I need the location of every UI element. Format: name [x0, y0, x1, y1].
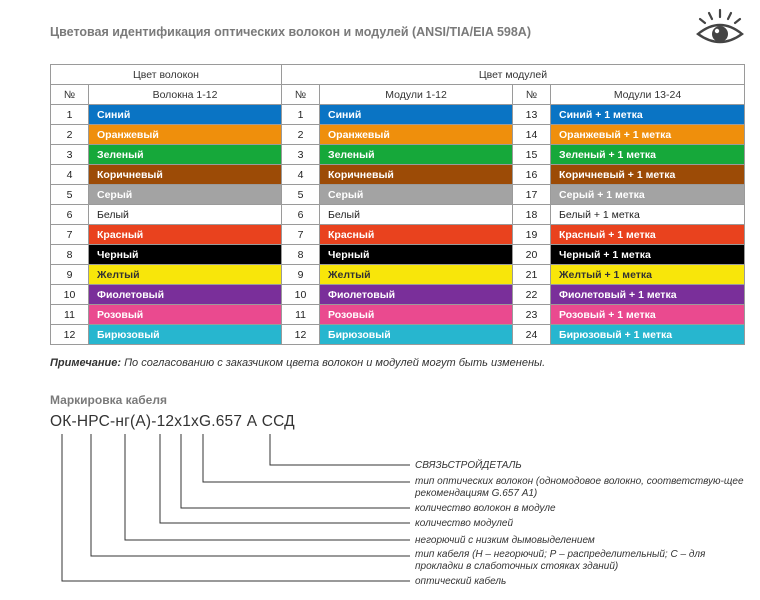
module-color-cell: Черный [320, 245, 513, 265]
fiber-color-cell: Фиолетовый [89, 285, 282, 305]
legend-cable-type: тип кабеля (Н – негорючий; Р – распределительный; С – для прокладки в слаботочных стояках зданий) [415, 549, 706, 572]
module-color-cell: Оранжевый [320, 125, 513, 145]
legend-optical-cable: оптический кабель [415, 576, 507, 587]
fiber-number: 11 [51, 305, 89, 325]
col-modules-13-24: Модули 13-24 [551, 85, 745, 105]
module-color-cell: Серый [320, 185, 513, 205]
col-num: № [51, 85, 89, 105]
module-number-2: 24 [513, 325, 551, 345]
fiber-number: 2 [51, 125, 89, 145]
leader-line [270, 434, 410, 465]
module-number: 12 [282, 325, 320, 345]
module-number-2: 16 [513, 165, 551, 185]
module-color-cell: Коричневый [320, 165, 513, 185]
fiber-number: 12 [51, 325, 89, 345]
marking-title: Маркировка кабеля [50, 393, 167, 407]
module-number-2: 22 [513, 285, 551, 305]
module-number-2: 18 [513, 205, 551, 225]
module-color-cell-2: Серый + 1 метка [551, 185, 745, 205]
leader-line [181, 434, 410, 508]
col-num: № [513, 85, 551, 105]
legend-fibers-per-module: количество волокон в модуле [415, 503, 556, 514]
module-color-cell: Желтый [320, 265, 513, 285]
module-number-2: 14 [513, 125, 551, 145]
fiber-color-cell: Черный [89, 245, 282, 265]
module-color-cell-2: Бирюзовый + 1 метка [551, 325, 745, 345]
fiber-color-cell: Красный [89, 225, 282, 245]
module-number: 4 [282, 165, 320, 185]
module-color-cell-2: Красный + 1 метка [551, 225, 745, 245]
fiber-color-cell: Желтый [89, 265, 282, 285]
module-number-2: 21 [513, 265, 551, 285]
fiber-color-cell: Белый [89, 205, 282, 225]
module-number-2: 13 [513, 105, 551, 125]
module-color-cell-2: Черный + 1 метка [551, 245, 745, 265]
module-number: 1 [282, 105, 320, 125]
fiber-number: 9 [51, 265, 89, 285]
module-color-cell: Фиолетовый [320, 285, 513, 305]
note-label: Примечание: [50, 357, 122, 369]
module-number: 9 [282, 265, 320, 285]
col-num: № [282, 85, 320, 105]
module-number-2: 15 [513, 145, 551, 165]
legend-module-count: количество модулей [415, 518, 514, 529]
col-fibers: Волокна 1-12 [89, 85, 282, 105]
module-color-cell: Красный [320, 225, 513, 245]
module-number: 10 [282, 285, 320, 305]
fiber-number: 1 [51, 105, 89, 125]
fiber-color-cell: Оранжевый [89, 125, 282, 145]
fiber-color-cell: Синий [89, 105, 282, 125]
module-color-cell: Белый [320, 205, 513, 225]
fiber-number: 8 [51, 245, 89, 265]
fiber-color-cell: Коричневый [89, 165, 282, 185]
header-module-color: Цвет модулей [282, 65, 745, 85]
col-modules-1-12: Модули 1-12 [320, 85, 513, 105]
module-number: 6 [282, 205, 320, 225]
module-number: 3 [282, 145, 320, 165]
module-color-cell: Бирюзовый [320, 325, 513, 345]
leader-line [160, 434, 410, 523]
fiber-color-cell: Серый [89, 185, 282, 205]
module-number-2: 17 [513, 185, 551, 205]
module-color-cell: Зеленый [320, 145, 513, 165]
note-text: По согласованию с заказчиком цвета волокон и модулей могут быть изменены. [124, 357, 546, 369]
leader-line [91, 434, 410, 556]
fiber-number: 6 [51, 205, 89, 225]
leader-line [203, 434, 410, 482]
cable-code: ОК-НРС-нг(А)-12х1хG.657 А ССД [50, 413, 295, 430]
fiber-number: 5 [51, 185, 89, 205]
module-color-cell-2: Белый + 1 метка [551, 205, 745, 225]
legend-manufacturer: СВЯЗЬСТРОЙДЕТАЛЬ [415, 460, 522, 471]
module-color-cell: Розовый [320, 305, 513, 325]
fiber-color-cell: Зеленый [89, 145, 282, 165]
module-number: 2 [282, 125, 320, 145]
header-fiber-color: Цвет волокон [51, 65, 282, 85]
legend-fiber-type: тип оптических волокон (одномодовое волокно, соответствую-щее рекомендациям G.657 А1) [415, 476, 744, 499]
leader-line [125, 434, 410, 540]
fiber-number: 10 [51, 285, 89, 305]
module-number: 5 [282, 185, 320, 205]
fiber-number: 3 [51, 145, 89, 165]
legend-low-smoke: негорючий с низким дымовыделением [415, 535, 595, 546]
module-color-cell-2: Оранжевый + 1 метка [551, 125, 745, 145]
module-color-cell-2: Синий + 1 метка [551, 105, 745, 125]
module-color-cell: Синий [320, 105, 513, 125]
module-number: 8 [282, 245, 320, 265]
module-number-2: 19 [513, 225, 551, 245]
page-title: Цветовая идентификация оптических волокон и модулей (ANSI/TIA/EIA 598A) [50, 25, 531, 39]
module-color-cell-2: Желтый + 1 метка [551, 265, 745, 285]
module-number-2: 23 [513, 305, 551, 325]
module-number: 7 [282, 225, 320, 245]
module-color-cell-2: Розовый + 1 метка [551, 305, 745, 325]
fiber-number: 4 [51, 165, 89, 185]
fiber-color-cell: Розовый [89, 305, 282, 325]
module-color-cell-2: Коричневый + 1 метка [551, 165, 745, 185]
fiber-color-cell: Бирюзовый [89, 325, 282, 345]
module-number-2: 20 [513, 245, 551, 265]
module-color-cell-2: Зеленый + 1 метка [551, 145, 745, 165]
fiber-number: 7 [51, 225, 89, 245]
module-color-cell-2: Фиолетовый + 1 метка [551, 285, 745, 305]
module-number: 11 [282, 305, 320, 325]
